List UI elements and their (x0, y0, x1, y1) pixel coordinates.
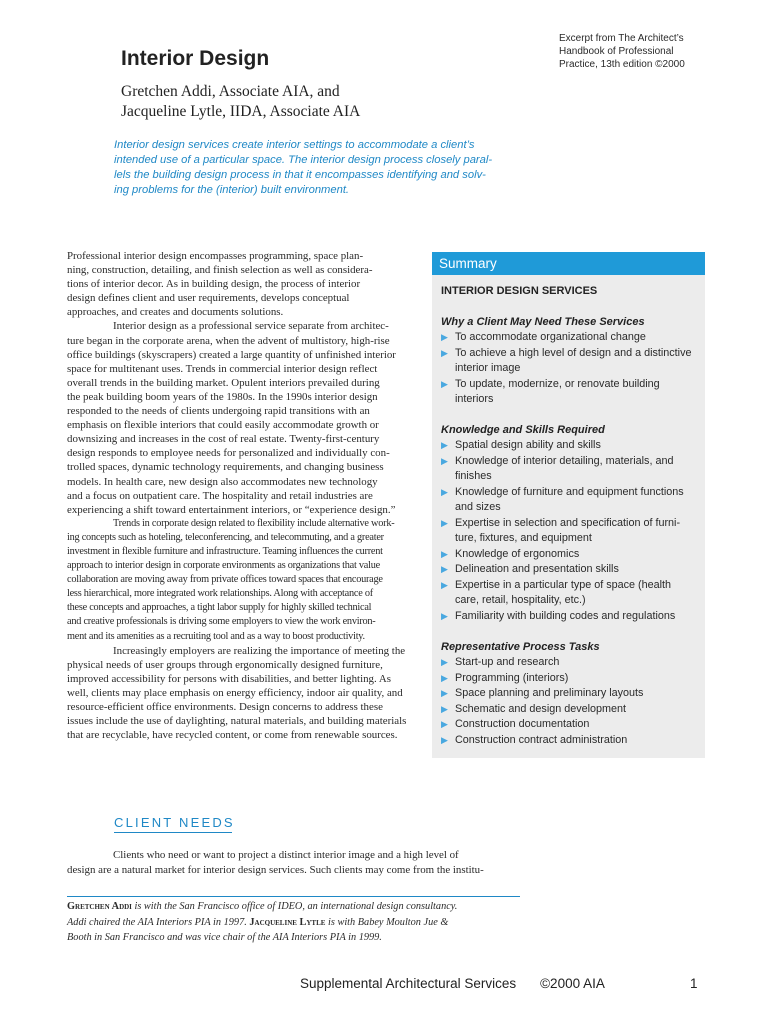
summary-section-heading: Representative Process Tasks (441, 641, 600, 653)
bullet-arrow-icon: ▶ (441, 579, 448, 590)
body-line: less hierarchical, more integrated work relationships. Along with acceptance of (67, 588, 373, 600)
abstract-line: Interior design services create interior settings to accommodate a client’s (114, 139, 475, 151)
body-line: investment in flexible furniture and infrastructure. Teaming influences the current (67, 545, 383, 557)
summary-list-item: ▶ Delineation and presentation skills (441, 562, 703, 578)
bullet-arrow-icon: ▶ (441, 672, 448, 683)
summary-header: Summary (432, 252, 705, 275)
summary-list-item: ▶ Construction contract administration (441, 733, 703, 749)
body-line: the peak building boom years of the 1980s. In the 1990s interior design (67, 390, 378, 403)
summary-list-item: ▶ To achieve a high level of design and a distinctive interior image (441, 346, 692, 374)
body-line: overall trends in the building market. Opulent interiors prevailed during (67, 376, 380, 389)
body-line: emphasis on flexible interiors that could easily accommodate growth or (67, 419, 379, 432)
body-line: models. In health care, new design also accommodates new technology (67, 475, 378, 488)
footer-text: Supplemental Architectural Services (300, 976, 517, 991)
summary-section-why (441, 315, 703, 408)
excerpt-note (559, 32, 701, 71)
footnote-line: Booth in San Francisco and was vice chair of the AIA Interiors PIA in 1999. (67, 932, 382, 943)
summary-list-item: ▶ Space planning and preliminary layouts (441, 686, 703, 702)
body-line: ing concepts such as hoteling, teleconferencing, and telecommuting, and a greater (67, 531, 384, 543)
abstract-line: lels the building design process in that it encompasses identifying and solv- (114, 169, 486, 181)
summary-list-item: ▶ Expertise in selection and specification of furni- ture, fixtures, and equipment (441, 516, 681, 544)
author-name: Jacqueline Lytle (249, 916, 326, 928)
body-line: resource-efficient office environments. Design concerns to address these (67, 701, 383, 713)
summary-list-item: ▶ Construction documentation (441, 717, 703, 733)
body-line: approaches, and creates and documents solutions. (67, 306, 284, 319)
summary-section-heading: Why a Client May Need These Services (441, 316, 645, 328)
excerpt-line: Excerpt from The Architect’s (559, 33, 684, 44)
body-line: physical needs of user groups through ergonomically designed furniture, (67, 658, 383, 671)
excerpt-line: Handbook of Professional (559, 46, 674, 57)
bullet-arrow-icon: ▶ (441, 610, 448, 621)
author-line: Jacqueline Lytle, IIDA, Associate AIA (121, 103, 361, 120)
summary-section-tasks (441, 640, 703, 748)
body-line: collaboration are moving away from private offices toward spaces that encourage (67, 574, 383, 586)
bullet-arrow-icon: ▶ (441, 703, 448, 714)
summary-list-item: ▶ Knowledge of ergonomics (441, 547, 703, 563)
summary-list-item: ▶ Programming (interiors) (441, 671, 703, 687)
authors (121, 82, 360, 122)
summary-list-item: ▶ Start-up and research (441, 655, 703, 671)
body-line: Professional interior design encompasses programming, space plan- (67, 250, 364, 262)
heading-underline (114, 832, 232, 833)
body-line: tions of interior decor. As in building design, the process of interior (67, 278, 361, 291)
bullet-arrow-icon: ▶ (441, 440, 448, 450)
body-line: design responds to employee needs for personalized and individually con- (67, 447, 390, 460)
footer-copyright: ©2000 AIA (540, 976, 605, 991)
summary-list-item: ▶ Knowledge of furniture and equipment functions and sizes (441, 485, 684, 513)
excerpt-line: Practice, 13th edition ©2000 (559, 59, 685, 70)
client-needs-text (67, 848, 522, 877)
summary-list-item: ▶ Knowledge of interior detailing, materials, and finishes (441, 454, 674, 482)
body-line: design defines client and user requirements, develops conceptual (67, 292, 350, 305)
bullet-arrow-icon: ▶ (441, 734, 448, 745)
body-line: that are recyclable, have recycled content, or come from renewable sources. (67, 729, 398, 742)
body-line: downsizing and increases in the cost of real estate. Twenty-first-century (67, 433, 380, 446)
body-line: and creative professionals is driving some employers to view the work environ- (67, 616, 376, 628)
bullet-arrow-icon: ▶ (441, 455, 448, 466)
bullet-arrow-icon: ▶ (441, 347, 448, 358)
author-footnote (67, 899, 522, 946)
summary-list-item: ▶ Expertise in a particular type of space (health care, retail, hospitality, etc.) (441, 578, 672, 606)
summary-section-heading: Knowledge and Skills Required (441, 424, 605, 436)
page-number: 1 (690, 976, 698, 991)
abstract (114, 138, 520, 198)
author-line: Gretchen Addi, Associate AIA, and (121, 83, 340, 100)
summary-sidebar (432, 252, 705, 758)
bullet-arrow-icon: ▶ (441, 548, 448, 559)
bullet-arrow-icon: ▶ (441, 486, 448, 497)
page-footer (300, 976, 605, 991)
abstract-line: ing problems for the (interior) built environment. (114, 184, 350, 196)
abstract-line: intended use of a particular space. The interior design process closely paral- (114, 154, 493, 166)
body-line: design are a natural market for interior design services. Such clients may come from the institu- (67, 863, 484, 876)
bullet-arrow-icon: ▶ (441, 564, 448, 574)
body-line: these concepts and approaches, a tight labor supply for highly skilled technical (67, 602, 372, 614)
bullet-arrow-icon: ▶ (441, 517, 448, 528)
summary-list-item: ▶ To update, modernize, or renovate building interiors (441, 377, 660, 405)
body-line: responded to the needs of clients undergoing rapid transitions with an (67, 405, 370, 418)
body-line: and a focus on outpatient care. The hospitality and retail industries are (67, 489, 373, 502)
footnote-line: Addi chaired the AIA Interiors PIA in 1997. Jacqueline Lytle is with Babey Moulton Jue & (67, 916, 449, 928)
body-line: Increasingly employers are realizing the importance of meeting the (113, 644, 406, 657)
summary-section-skills (441, 423, 703, 624)
summary-list-item: ▶ Familiarity with building codes and regulations (441, 609, 703, 625)
body-text (67, 249, 428, 742)
bullet-arrow-icon: ▶ (441, 719, 448, 729)
author-name: Gretchen Addi (67, 901, 132, 912)
body-line: space for multitenant uses. Trends in commercial interior design reflect (67, 362, 378, 375)
bullet-arrow-icon: ▶ (441, 378, 448, 389)
body-line: Clients who need or want to project a distinct interior image and a high level of (113, 849, 459, 861)
section-heading-client-needs: CLIENT NEEDS (114, 815, 235, 830)
summary-list-item: ▶ Schematic and design development (441, 702, 703, 718)
body-line: office buildings (skyscrapers) created a large quantity of unfinished interior (67, 348, 396, 361)
footnote-divider (67, 896, 520, 897)
page-title: Interior Design (121, 47, 270, 70)
summary-main-heading: INTERIOR DESIGN SERVICES (441, 285, 598, 297)
bullet-arrow-icon: ▶ (441, 332, 448, 342)
body-line: approach to interior design in corporate environments as organizations that value (67, 560, 380, 572)
bullet-arrow-icon: ▶ (441, 657, 448, 667)
body-line: ment and its amenities as a recruiting tool and as a way to boost productivity. (67, 630, 365, 642)
summary-list-item: ▶ To accommodate organizational change (441, 330, 703, 346)
body-line: improved accessibility for persons with disabilities, and better lighting. As (67, 672, 391, 685)
body-line: experiencing a shift toward entertainment interiors, or “experience design.” (67, 503, 396, 516)
body-line: well, clients may place emphasis on energy efficiency, indoor air quality, and (67, 686, 403, 699)
body-line: issues include the use of daylighting, natural materials, and building materials (67, 715, 407, 728)
summary-list-item: ▶ Spatial design ability and skills (441, 438, 703, 454)
body-line: Trends in corporate design related to flexibility include alternative work- (113, 517, 395, 529)
body-line: Interior design as a professional service separate from architec- (113, 320, 389, 333)
body-line: trolled spaces, dynamic technology requirements, and changing business (67, 461, 384, 474)
footnote-line: Gretchen Addi is with the San Francisco office of IDEO, an international design consultancy. (67, 901, 458, 912)
body-line: ture began in the corporate arena, when the advent of multistory, high-rise (67, 334, 390, 347)
body-line: ning, construction, detailing, and finish selection as well as considera- (67, 264, 373, 277)
bullet-arrow-icon: ▶ (441, 688, 448, 698)
